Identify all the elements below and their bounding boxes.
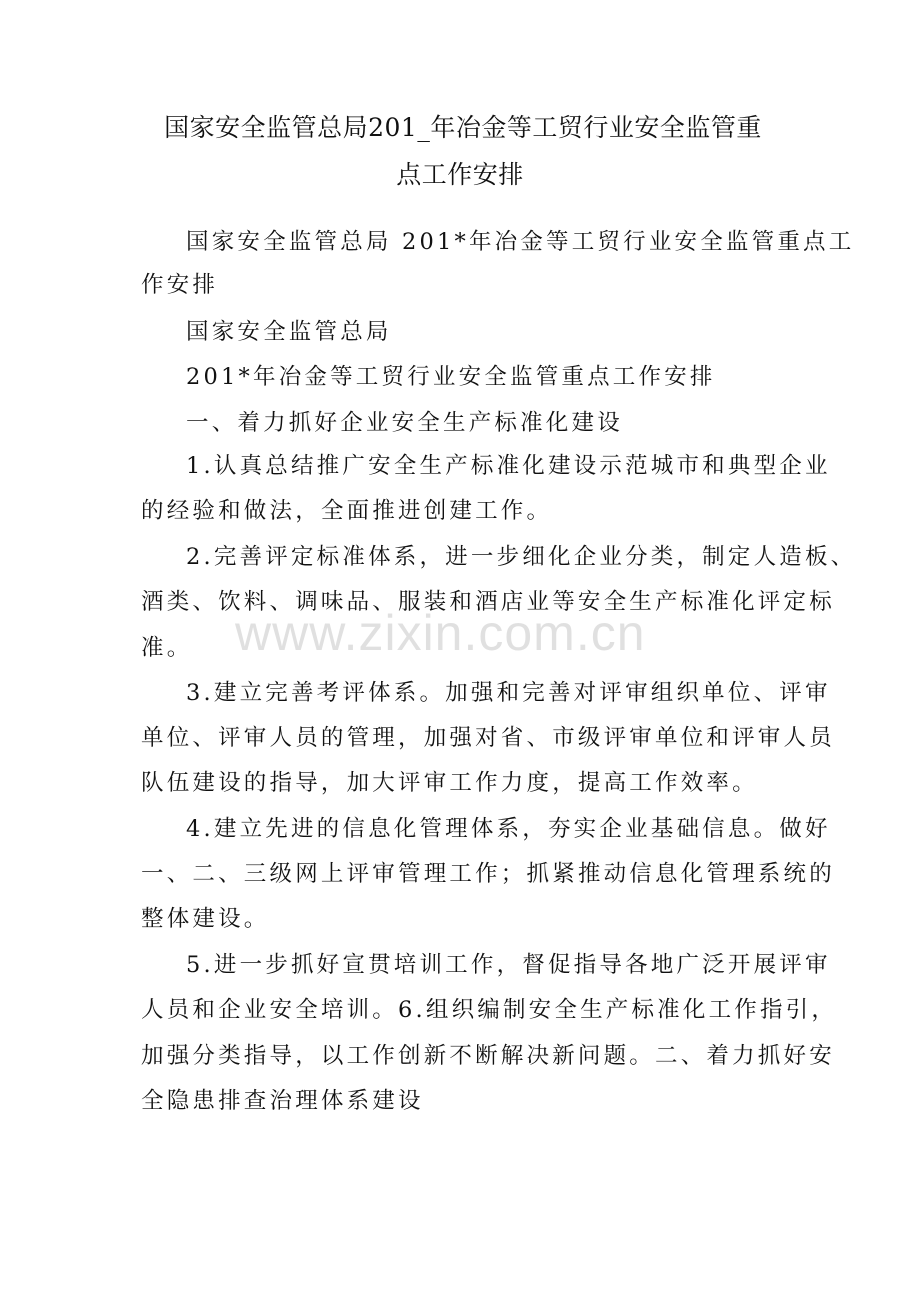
paragraph-line: 5.进一步抓好宣贯培训工作，督促指导各地广泛开展评审 xyxy=(186,952,831,978)
paragraph-line: 全隐患排查治理体系建设 xyxy=(141,1088,424,1114)
document-title-line-1: 国家安全监管总局201_年冶金等工贸行业安全监管重 xyxy=(164,113,762,142)
watermark: www.zixin.com.cn xyxy=(235,605,646,661)
paragraph-line: 整体建设。 xyxy=(141,906,270,932)
paragraph-line: 4.建立先进的信息化管理体系，夯实企业基础信息。做好 xyxy=(186,816,831,842)
paragraph-line: 单位、评审人员的管理，加强对省、市级评审单位和评审人员 xyxy=(141,725,835,751)
document-title-line-2: 点工作安排 xyxy=(396,160,524,189)
paragraph-line: 2.完善评定标准体系，进一步细化企业分类，制定人造板、 xyxy=(186,544,857,570)
paragraph-line: 加强分类指导，以工作创新不断解决新问题。二、着力抓好安 xyxy=(141,1043,835,1069)
paragraph-line: 的经验和做法，全面推进创建工作。 xyxy=(141,498,553,524)
paragraph-line: 201*年冶金等工贸行业安全监管重点工作安排 xyxy=(186,364,716,390)
paragraph-line: 作安排 xyxy=(141,272,219,298)
paragraph-line: 1.认真总结推广安全生产标准化建设示范城市和典型企业 xyxy=(186,453,831,479)
paragraph-line: 人员和企业安全培训。6.组织编制安全生产标准化工作指引， xyxy=(141,997,838,1023)
paragraph-line: 酒类、饮料、调味品、服装和酒店业等安全生产标准化评定标 xyxy=(141,589,835,615)
paragraph-line: 队伍建设的指导，加大评审工作力度，提高工作效率。 xyxy=(141,770,758,796)
paragraph-line: 国家安全监管总局 201*年冶金等工贸行业安全监管重点工 xyxy=(186,229,855,255)
section-heading: 一、着力抓好企业安全生产标准化建设 xyxy=(186,410,623,436)
paragraph-line: 3.建立完善考评体系。加强和完善对评审组织单位、评审 xyxy=(186,680,831,706)
paragraph-line: 准。 xyxy=(141,635,193,661)
paragraph-line: 一、二、三级网上评审管理工作；抓紧推动信息化管理系统的 xyxy=(141,861,835,887)
paragraph-line: 国家安全监管总局 xyxy=(186,319,392,345)
